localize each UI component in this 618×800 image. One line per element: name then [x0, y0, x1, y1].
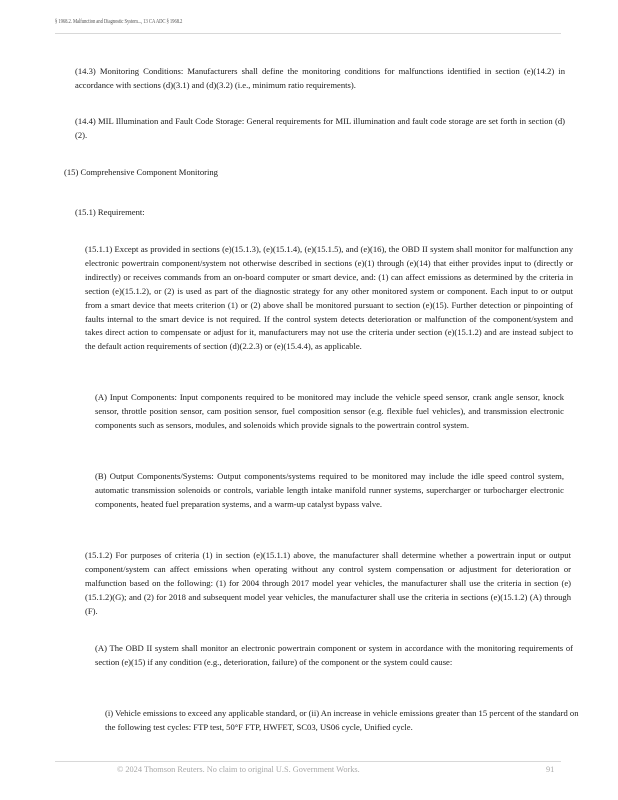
page-number: 91: [546, 765, 555, 774]
paragraph-14-3: (14.3) Monitoring Conditions: Manufacturers shall define the monitoring conditions for malfunctions identified in section (e)(14.2) in accordance with sections (d)(3.1) and (d)(3.2) (i.e., minimum ratio requirements).: [75, 66, 565, 90]
footer-copyright: © 2024 Thomson Reuters. No claim to original U.S. Government Works.: [117, 765, 360, 774]
paragraph-output-components: (B) Output Components/Systems: Output components/systems required to be monitored may include the idle speed control system, automatic transmission solenoids or controls, variable length intake manifold runner systems, supercharger or turbocharger electronic components, heated fuel preparation systems, and a warm-up catalyst bypass valve.: [95, 471, 564, 509]
paragraph-input-components: (A) Input Components: Input components required to be monitored may include the vehicle speed sensor, crank angle sensor, knock sensor, throttle position sensor, cam position sensor, fuel composition sensor (e.g. flexible fuel vehicles), and transmission electronic components such as sensors, modules, and solenoids which provide signals to the powertrain control system.: [95, 392, 564, 430]
header-rule: [55, 33, 561, 34]
paragraph-obd-monitor: (A) The OBD II system shall monitor an electronic powertrain component or system in accordance with the monitoring requirements of section (e)(15) if any condition (e.g., deterioration, failure) of the component or the system could cause:: [95, 643, 573, 667]
footer-rule: [55, 761, 561, 762]
running-head: § 1968.2. Malfunction and Diagnostic System..., 13 CA ADC § 1968.2: [55, 19, 183, 25]
paragraph-15-1-2: (15.1.2) For purposes of criteria (1) in section (e)(15.1.1) above, the manufacturer shall determine whether a powertrain input or output component/system can affect emissions when operating without any control system compensation or adjustment for deterioration or malfunction based on the following: (1) for 2004 through 2017 model year vehicles, the manufacturer shall use the criteria in section (e)(15.1.2)(G); and (2) for 2018 and subsequent model year vehicles, the manufacturer shall use the criteria in sections (e)(15.1.2) (A) through (F).: [85, 550, 571, 616]
section-heading-15: (15) Comprehensive Component Monitoring: [64, 167, 218, 177]
paragraph-14-4: (14.4) MIL Illumination and Fault Code Storage: General requirements for MIL illumination and fault code storage are set forth in section (d)(2).: [75, 116, 565, 140]
subsection-heading-15-1: (15.1) Requirement:: [75, 207, 145, 217]
paragraph-15-1-1: (15.1.1) Except as provided in sections (e)(15.1.3), (e)(15.1.4), (e)(15.1.5), and (e)(16), the OBD II system shall monitor for malfunction any electronic powertrain component/system not otherwise described in sections (e)(1) through (e)(14) that either provides input to (directly or indirectly) or receives commands from an on-board computer or smart device, and: (1) can affect emissions as determined by the criteria in section (e)(15.1.2), or (2) is used as part of the diagnostic strategy for any other monitored system or component. Each input to or output from a smart device that meets criterion (1) or (2) above shall be monitored pursuant to section (e)(15). Further detection or pinpointing of faults internal to the smart device is not required. If the control system detects deterioration or malfunction of the component/system and takes direct action to compensate or adjust for it, manufacturers may not use the criteria under section (e)(15.1.2) and are instead subject to the default action requirements of section (d)(2.2.3) or (e)(15.4.4), as applicable.: [85, 244, 573, 352]
paragraph-emissions-criteria: (i) Vehicle emissions to exceed any applicable standard, or (ii) An increase in vehicle emissions greater than 15 percent of the standard on the following test cycles: FTP test, 50°F FTP, HWFET, SC03, US06 cycle, Unified cycle.: [105, 708, 579, 732]
